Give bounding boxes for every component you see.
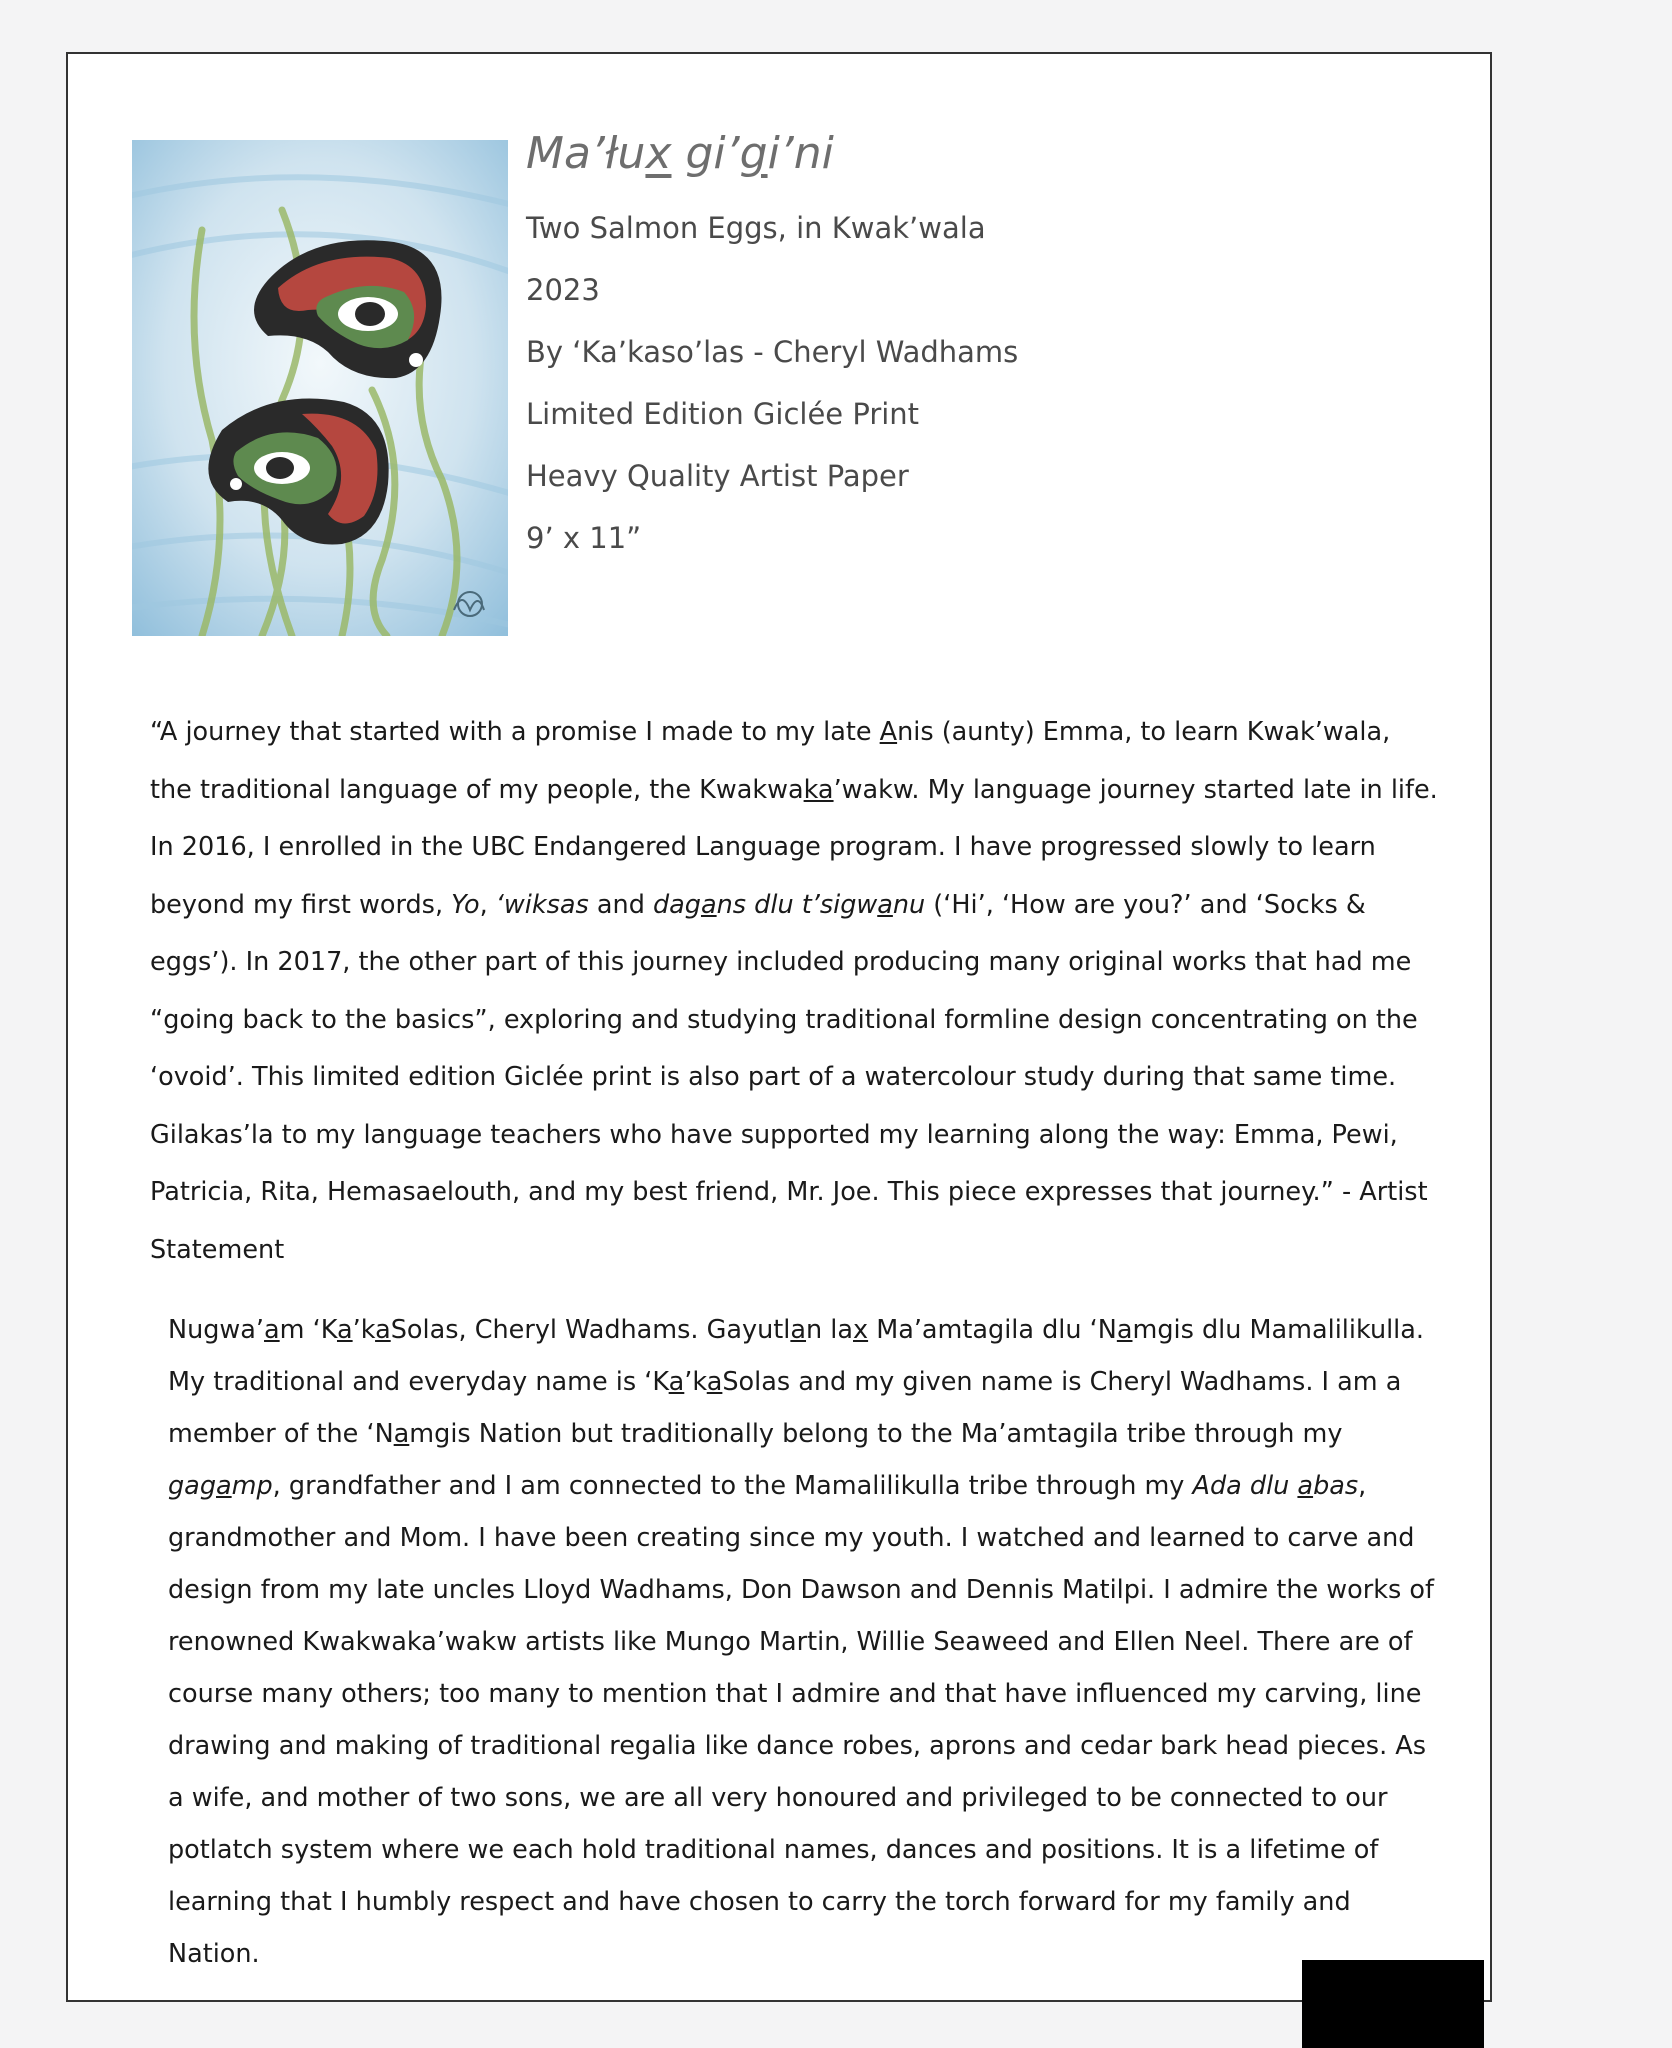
artwork-edition: Limited Edition Giclée Print [526, 397, 920, 431]
salmon-eggs-artwork [132, 140, 508, 636]
redaction-block [1302, 1960, 1484, 2048]
artwork-info [526, 128, 1426, 569]
artwork-size: 9’ x 11” [526, 521, 642, 555]
artwork-year: 2023 [526, 273, 600, 307]
artwork-subtitle: Two Salmon Eggs, in Kwak’wala [526, 211, 986, 245]
artwork-title: Ma’łux gi’gi’ni [526, 128, 834, 179]
artist-statement: “A journey that started with a promise I made to my late Anis (aunty) Emma, to learn Kwak’wala, the traditional language of my people, the Kwakwaka’wakw. My language journey started late in life. In 2016, I enrolled in the UBC Endangered Language program. I have progressed slowly to learn beyond my first words, Yo, ‘wiksas and dagans dlu t’sigwanu (‘Hi’, ‘How are you?’ and ‘Socks & eggs’). In 2017, the other part of this journey included producing many original works that had me “going back to the basics”, exploring and studying traditional formline design concentrating on the ‘ovoid’. This limited edition Giclée print is also part of a watercolour study during that same time. Gilakas’la to my language teachers who have supported my learning along the way: Emma, Pewi, Patricia, Rita, Hemasaelouth, and my best friend, Mr. Joe. This piece expresses that journey.” - Artist Statement [150, 717, 1438, 1265]
artwork-artist: By ‘Ka’kaso’las - Cheryl Wadhams [526, 335, 1019, 369]
artist-biography: Nugwa’am ‘Ka’kaSolas, Cheryl Wadhams. Gayutlan lax Ma’amtagila dlu ‘Namgis dlu Mamalilikulla. My traditional and everyday name is ‘Ka’kaSolas and my given name is Cheryl Wadhams. I am a member of the ‘Namgis Nation but traditionally belong to the Ma’amtagila tribe through my gagamp, grandfather and I am connected to the Mamalilikulla tribe through my Ada dlu abas, grandmother and Mom. I have been creating since my youth. I watched and learned to carve and design from my late uncles Lloyd Wadhams, Don Dawson and Dennis Matilpi. I admire the works of renowned Kwakwaka’wakw artists like Mungo Martin, Willie Seaweed and Ellen Neel. There are of course many others; too many to mention that I admire and that have influenced my carving, line drawing and making of traditional regalia like dance robes, aprons and cedar bark head pieces. As a wife, and mother of two sons, we are all very honoured and privileged to be connected to our potlatch system where we each hold traditional names, dances and positions. It is a lifetime of learning that I humbly respect and have chosen to carry the torch forward for my family and Nation. [168, 1304, 1438, 1980]
bio-introduction: Nugwa’am ‘Ka’kaSolas, Cheryl Wadhams. Gayutlan lax Ma’amtagila dlu ‘Namgis dlu Mamalilikulla. [168, 1315, 1425, 1345]
document-page [66, 52, 1492, 2002]
artwork-paper: Heavy Quality Artist Paper [526, 459, 909, 493]
